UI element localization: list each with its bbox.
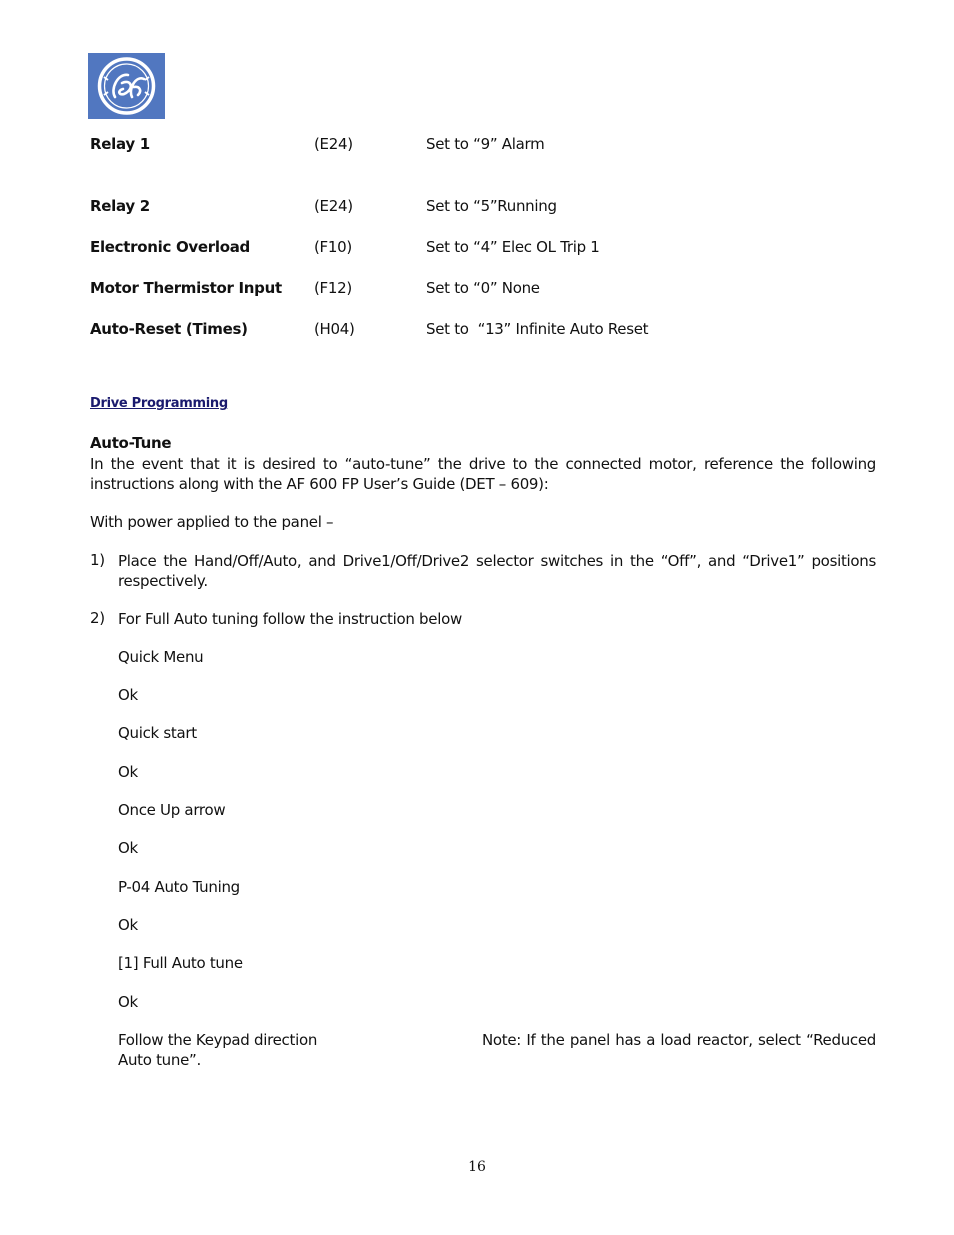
setting-code: (E24) [314, 135, 353, 153]
setting-name: Motor Thermistor Input [90, 279, 282, 297]
setting-row-relay-1 [90, 135, 880, 157]
step-once-up-arrow: Once Up arrow [118, 801, 226, 819]
setting-code: (F12) [314, 279, 352, 297]
setting-value: Set to “13” Infinite Auto Reset [426, 320, 649, 338]
step-p04-auto-tuning: P-04 Auto Tuning [118, 878, 240, 896]
step-quick-start: Quick start [118, 724, 197, 742]
setting-name: Electronic Overload [90, 238, 250, 256]
setting-code: (E24) [314, 197, 353, 215]
setting-name: Auto-Reset (Times) [90, 320, 248, 338]
list-item-text: Place the Hand/Off/Auto, and Drive1/Off/Drive2 selector switches in the “Off”, and “Drive1” positions respectively. [118, 552, 876, 590]
step-quick-menu: Quick Menu [118, 648, 204, 666]
setting-code: (F10) [314, 238, 352, 256]
setting-name: Relay 1 [90, 135, 150, 153]
load-reactor-note: Note: If the panel has a load reactor, select “Reduced [482, 1031, 876, 1049]
setting-value: Set to “5”Running [426, 197, 557, 215]
list-item-number: 2) [90, 609, 105, 627]
step-ok: Ok [118, 763, 138, 781]
setting-value: Set to “9” Alarm [426, 135, 545, 153]
list-item-number: 1) [90, 551, 105, 569]
page-number: 16 [468, 1159, 486, 1175]
ge-logo [88, 53, 165, 119]
setting-row-electronic-overload [90, 238, 880, 260]
setting-value: Set to “4” Elec OL Trip 1 [426, 238, 600, 256]
list-item-text: For Full Auto tuning follow the instruction below [118, 610, 462, 628]
autotune-title: Auto-Tune [90, 434, 172, 452]
setting-value: Set to “0” None [426, 279, 540, 297]
setting-row-auto-reset [90, 320, 880, 342]
setting-name: Relay 2 [90, 197, 150, 215]
step-follow-keypad: Follow the Keypad direction [118, 1031, 318, 1049]
ge-logo-icon [88, 53, 165, 119]
setting-code: (H04) [314, 320, 355, 338]
step-ok: Ok [118, 916, 138, 934]
step-ok: Ok [118, 993, 138, 1011]
setting-row-motor-thermistor [90, 279, 880, 301]
load-reactor-note-continued: Auto tune”. [118, 1051, 201, 1069]
step-full-auto-tune: [1] Full Auto tune [118, 954, 243, 972]
autotune-intro: In the event that it is desired to “auto-tune” the drive to the connected motor, reference the following instructions along with the AF 600 FP User’s Guide (DET – 609): [90, 455, 876, 493]
section-heading-drive-programming: Drive Programming [90, 396, 228, 411]
setting-row-relay-2 [90, 197, 880, 219]
step-ok: Ok [118, 839, 138, 857]
power-note: With power applied to the panel – [90, 513, 334, 531]
step-ok: Ok [118, 686, 138, 704]
